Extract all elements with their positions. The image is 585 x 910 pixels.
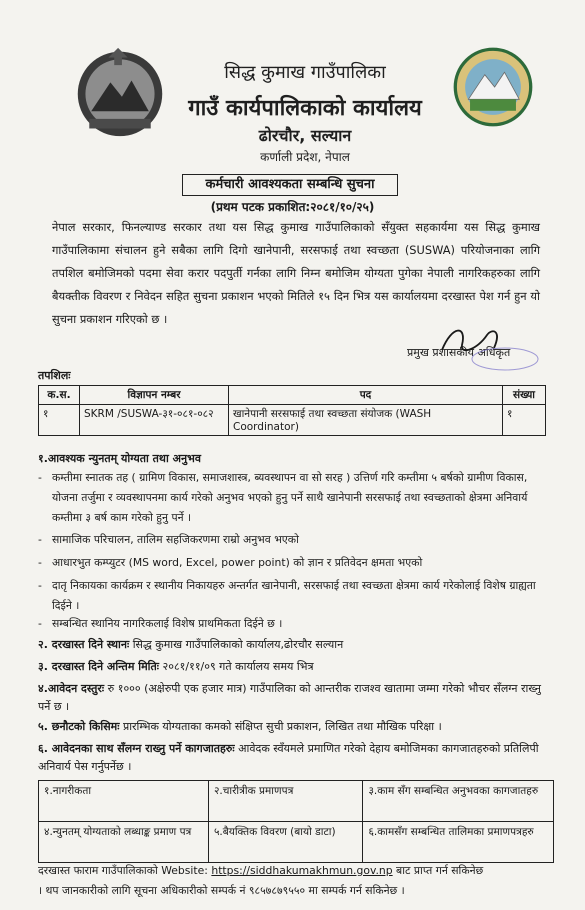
table-row xyxy=(39,781,554,822)
table-cell: १ xyxy=(39,405,80,436)
office-address: ढोरचौर, सल्यान xyxy=(258,126,352,145)
table-cell: SKRM /SUSWA-३१-०८१-०८२ xyxy=(80,405,229,436)
section-4-text: रु १००० (अक्षेरुपी एक हजार मात्र) गाउँपालिका को आन्तरीक राजश्व खातामा जम्मा गरेको भौचर सँलग्न राख्नु पर्ने छ । xyxy=(38,682,541,713)
table-cell: ४.न्युनतम् योग्यताको लब्धाङ्क प्रमाण पत्र xyxy=(39,822,209,863)
list-item-text: दातृ निकायका कार्यक्रम र स्थानीय निकायहरु अन्तर्गत खानेपानी, सरसफाई तथा स्वच्छता क्षेत्रमा कार्य गरेकोलाई विशेष ग्राह्यता दिईने । xyxy=(52,579,536,612)
table-header-row xyxy=(39,386,546,405)
list-item: - सामाजिक परिचालन, तालिम सहजिकरणमा राम्रो अनुभव भएको xyxy=(38,533,299,546)
list-item-text: सामाजिक परिचालन, तालिम सहजिकरणमा राम्रो अनुभव भएको xyxy=(52,533,299,546)
section-2-label: २. दरखास्त दिने स्थानः xyxy=(38,638,130,651)
footer-line-1 xyxy=(38,862,558,880)
list-item: - कम्तीमा स्नातक तह ( ग्रामिण विकास, समाजशास्त्र, ब्यवस्थापन वा सो सरह ) उत्तिर्ण गरि कम्तीमा ५ बर्षको ग्रामीण विकास, योजना तर्जुमा र व्यवस्थापनमा कार्य गरेको अनुभव भएको हुनु पर्ने साथै खानेपानी सरसफाई तथा स्वच्छताको क्षेत्रमा अनिवार्य कम्तीमा ३ बर्ष काम गरेको हुनु पर्ने । xyxy=(38,471,528,524)
section-5-text: प्रारम्भिक योग्यताका कमको संक्षिप्त सुची प्रकाशन, लिखित तथा मौखिक परिक्षा । xyxy=(122,720,442,733)
signer-title: प्रमुख प्रशासकीय अधिकृत xyxy=(407,346,511,359)
footer-line-2: । थप जानकारीको लागि सूचना अधिकारीको सम्पर्क नं ९८५७८७९५५० मा सम्पर्क गर्न सकिनेछ । xyxy=(38,884,405,897)
office-stamp-icon xyxy=(470,346,540,372)
table-cell: खानेपानी सरसफाई तथा स्वच्छता संयोजक (WASH Coordinator) xyxy=(229,405,503,436)
list-item: - सम्बन्धित स्थानिय नागरिकलाई विशेष प्राथमिकता दिईने छ । xyxy=(38,617,283,630)
table-cell: ३.काम सँग सम्बन्धित अनुभवका कागजातहरु xyxy=(363,781,554,822)
municipality-logo-icon xyxy=(452,46,534,128)
section-4-label: ४.आवेदन दस्तुरः xyxy=(38,682,105,695)
section-3 xyxy=(38,658,548,676)
table-cell: १ xyxy=(503,405,546,436)
website-link[interactable]: https://siddhakumakhmun.gov.np xyxy=(211,864,393,877)
list-item: - दातृ निकायका कार्यक्रम र स्थानीय निकायहरु अन्तर्गत खानेपानी, सरसफाई तथा स्वच्छता क्षेत्रमा कार्य गरेकोलाई विशेष ग्राह्यता दिईने । xyxy=(38,579,536,612)
table-row xyxy=(39,822,554,863)
municipality-name: सिद्ध कुमाख गाउँपालिका xyxy=(224,62,386,83)
table-cell: २.चारीत्रीक प्रमाणपत्र xyxy=(208,781,363,822)
header-cell: विज्ञापन नम्बर xyxy=(80,386,229,405)
section-2 xyxy=(38,636,548,654)
header-cell: पद xyxy=(229,386,503,405)
notice-subtitle: (प्रथम पटक प्रकाशित:२०८१/१०/२५) xyxy=(210,200,375,214)
section-4 xyxy=(38,680,548,716)
section-1-title: १.आवश्यक न्युनतम् योग्यता तथा अनुभव xyxy=(38,452,201,465)
section-5 xyxy=(38,718,548,736)
list-item-text: सम्बन्धित स्थानिय नागरिकलाई विशेष प्राथमिकता दिईने छ । xyxy=(52,617,283,630)
table-cell: १.नागरीकता xyxy=(39,781,209,822)
section-6 xyxy=(38,740,548,776)
table-cell: ६.कामसँग सम्बन्धित तालिमका प्रमाणपत्रहरु xyxy=(363,822,554,863)
footer-text: बाट प्राप्त गर्न सकिनेछ xyxy=(392,864,484,877)
section-6-label: ६. आवेदनका साथ सँलग्न राख्नु पर्ने कागजातहरुः xyxy=(38,742,235,755)
header-cell: क.स. xyxy=(39,386,80,405)
list-item-text: कम्तीमा स्नातक तह ( ग्रामिण विकास, समाजशास्त्र, ब्यवस्थापन वा सो सरह ) उत्तिर्ण गरि कम्तीमा ५ बर्षको ग्रामीण विकास, योजना तर्जुमा र व्यवस्थापनमा कार्य गरेको अनुभव भएको हुनु पर्ने साथै खानेपानी सरसफाई तथा स्वच्छताको क्षेत्रमा अनिवार्य कम्तीमा ३ बर्ष काम गरेको हुनु पर्ने । xyxy=(52,471,528,524)
footer-text: दरखास्त फाराम गाउँपालिकाको Website: xyxy=(38,864,208,877)
section-6-text: आवेदक स्वँयमले प्रमाणित गरेको देहाय बमोजिमका कागजातहरुको प्रतिलिपी अनिवार्य पेस गर्नुपर्नेछ । xyxy=(38,742,539,773)
documents-table xyxy=(38,780,554,863)
section-5-label: ५. छनौटको किसिमः xyxy=(38,720,120,733)
notice-title: कर्मचारी आवश्यकता सम्बन्धि सुचना xyxy=(182,174,398,196)
list-item: - आधारभुत कम्प्युटर (MS word, Excel, power point) को ज्ञान र प्रतिवेदन क्षमता भएको xyxy=(38,556,423,569)
province-name: कर्णाली प्रदेश, नेपाल xyxy=(260,150,350,164)
vacancy-table xyxy=(38,385,546,436)
header-cell: संख्या xyxy=(503,386,546,405)
office-name: गाउँ कार्यपालिकाको कार्यालय xyxy=(188,96,422,121)
list-item-text: आधारभुत कम्प्युटर (MS word, Excel, power point) को ज्ञान र प्रतिवेदन क्षमता भएको xyxy=(52,556,423,569)
table-row xyxy=(39,405,546,436)
section-3-label: ३. दरखास्त दिने अन्तिम मितिः xyxy=(38,660,160,673)
notice-body: नेपाल सरकार, फिनल्याण्ड सरकार तथा यस सिद्ध कुमाख गाउँपालिकाको सँयुक्त सहकार्यमा यस सिद्ध कुमाख गाउँपालिकामा संचालन हुने सबैका लागि दिगो खानेपानी, सरसफाई तथा स्वच्छता (SUSWA) परियोजनाका लागि तपशिल बमोजिमको पदमा सेवा करार पदपुर्ती गर्नका लागि निम्न बमोजिम योग्यता पुगेका नेपाली नागरिकहरुका लागि बैयक्तीक विवरण र निवेदन सहित सुचना प्रकाशन भएको मितिले १५ दिन भित्र यस कार्यालयमा दरखास्त पेश गर्न हुन यो सुचना प्रकाशन गरिएको छ । xyxy=(52,220,540,326)
section-3-text: २०८१/११/०९ गते कार्यालय समय भित्र xyxy=(162,660,314,673)
table-cell: ५.बैयक्तिक विवरण (बायो डाटा) xyxy=(208,822,363,863)
tapsil-label: तपशिलः xyxy=(38,369,71,382)
section-2-text: सिद्ध कुमाख गाउँपालिकाको कार्यालय,ढोरचौर सल्यान xyxy=(132,638,344,651)
